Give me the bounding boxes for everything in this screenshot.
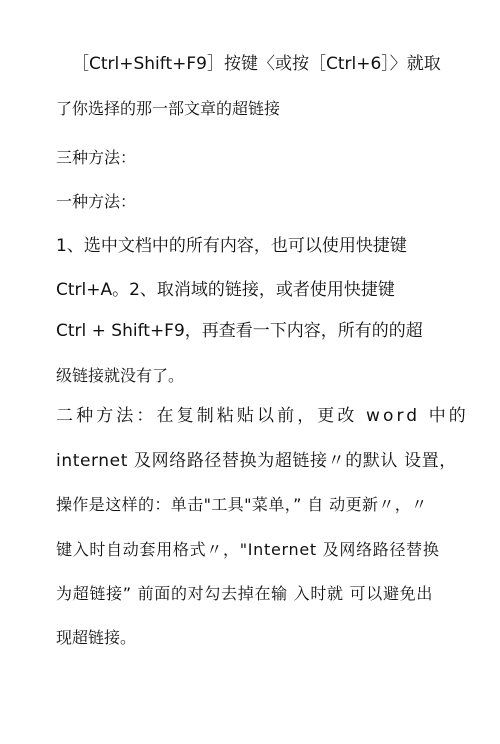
section-heading-method-one: 一种方法： (56, 192, 137, 211)
method-two-line-4: 键入时自动套用格式〃，"Internet 及网络路径替换 (56, 540, 440, 559)
paragraph-line-2: 了你选择的那一部文章的超链接 (56, 99, 281, 118)
method-two-line-3: 操作是这样的：单击"工具"菜单，” 自 动更新〃，〃 (56, 495, 428, 514)
method-one-line-4: 级链接就没有了。 (56, 366, 185, 385)
section-heading-three-methods: 三种方法： (56, 148, 137, 167)
method-one-line-1: 1、选中文档中的所有内容，也可以使用快捷键 (56, 236, 407, 256)
method-two-line-2: internet 及网络路径替换为超链接〃的默认 设置， (56, 451, 457, 471)
method-one-line-2: Ctrl+A。2、取消域的链接，或者使用快捷键 (56, 280, 395, 300)
method-two-line-1: 二种方法：在复制粘贴以前，更改 word 中的 (56, 406, 469, 426)
method-two-line-5: 为超链接” 前面的对勾去掉在输 入时就 可以避免出 (56, 584, 434, 603)
paragraph-line-1: ［Ctrl+Shift+F9］按键〈或按［Ctrl+6］〉就取 (72, 54, 441, 74)
method-two-line-6: 现超链接。 (56, 628, 137, 647)
method-one-line-3: Ctrl + Shift+F9，再查看一下内容，所有的的超 (56, 321, 423, 341)
